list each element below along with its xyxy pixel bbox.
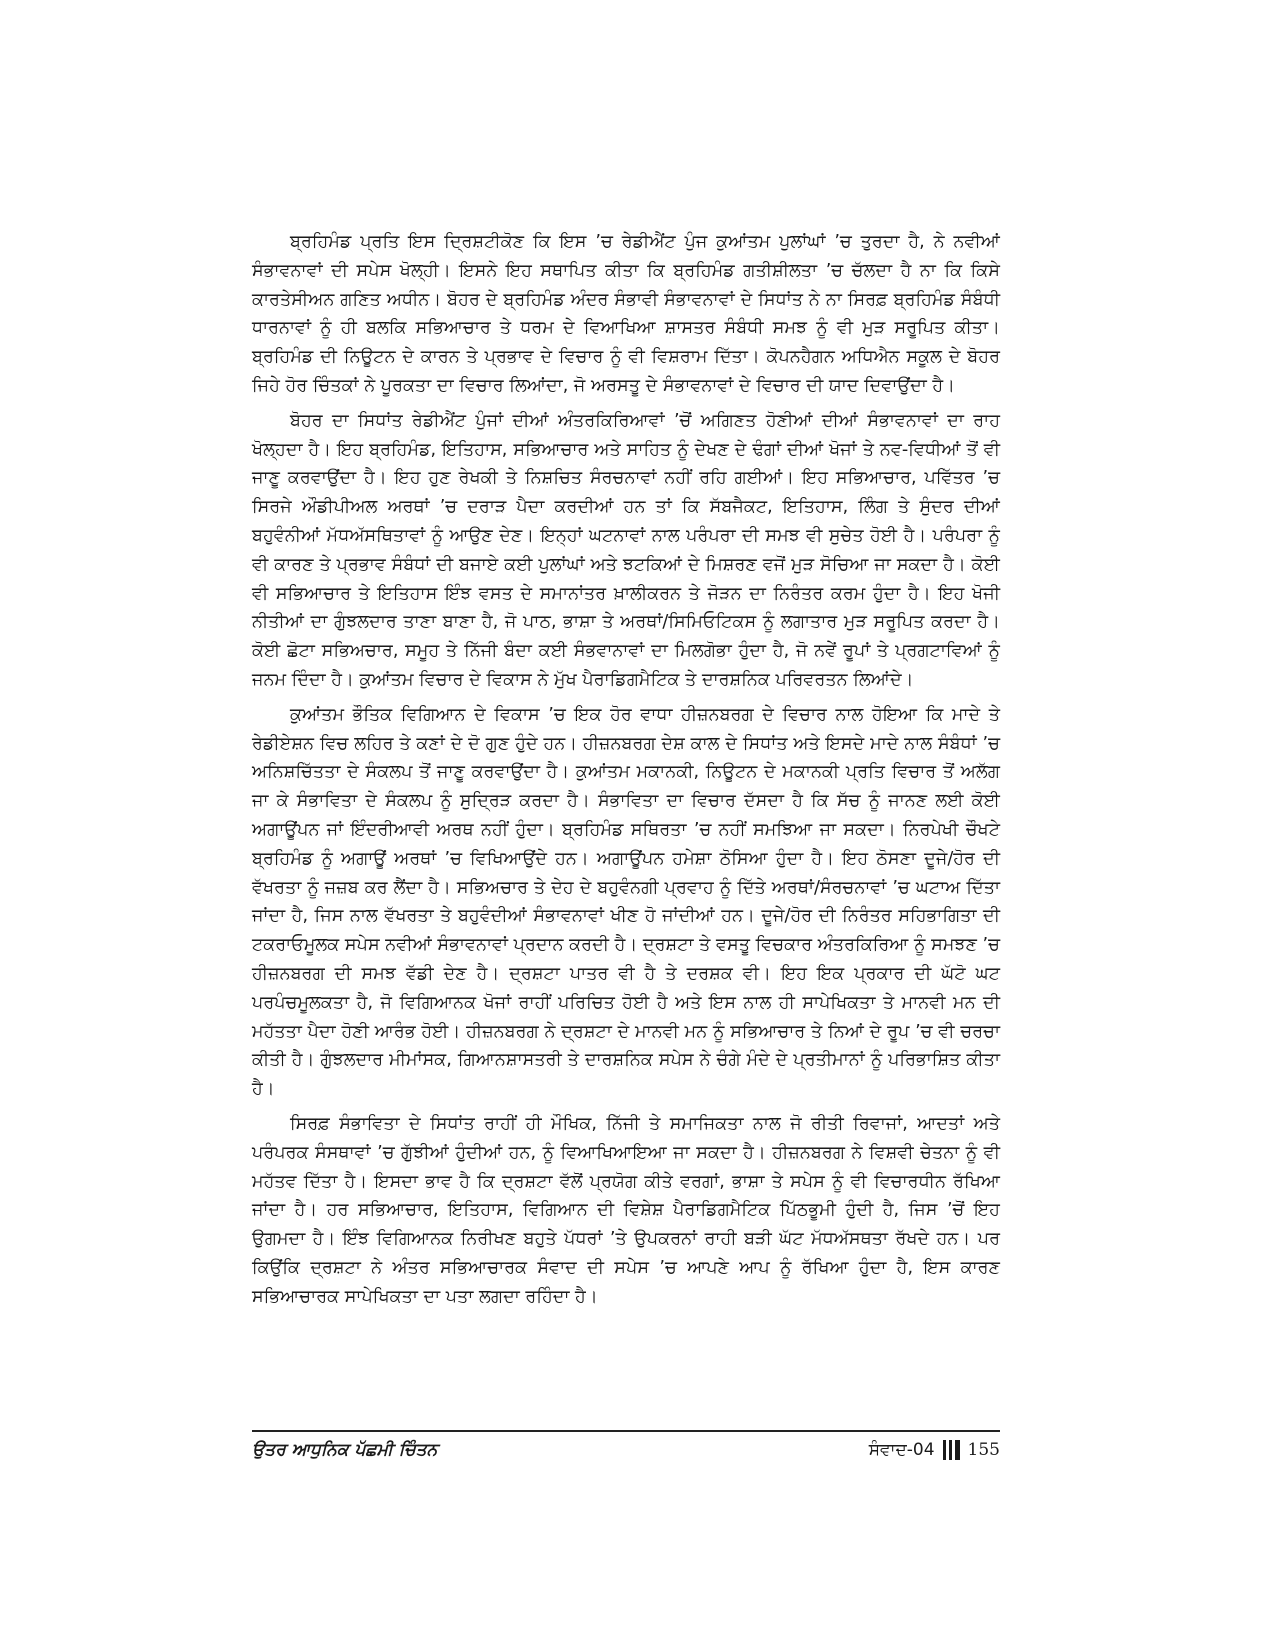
page-number: 155 <box>967 1440 1000 1460</box>
paragraph-4: ਸਿਰਫ਼ ਸੰਭਾਵਿਤਾ ਦੇ ਸਿਧਾਂਤ ਰਾਹੀਂ ਹੀ ਮੌਖਿਕ, ਨਿੱਜੀ ਤੇ ਸਮਾਜਿਕਤਾ ਨਾਲ ਜੋ ਰੀਤੀ ਰਿਵਾਜਾਂ, ਆਦਤਾਂ ਅਤੇ ਪਰੰਪਰਕ ਸੰਸਥਾਵਾਂ ’ਚ ਗੁੱਝੀਆਂ ਹੁੰਦੀਆਂ ਹਨ, ਨੂੰ ਵਿਆਖਿਆਇਆ ਜਾ ਸਕਦਾ ਹੈ। ਹੀਜ਼ਨਬਰਗ ਨੇ ਵਿਸ਼ਵੀ ਚੇਤਨਾ ਨੂੰ ਵੀ ਮਹੱਤਵ ਦਿੱਤਾ ਹੈ। ਇਸਦਾ ਭਾਵ ਹੈ ਕਿ ਦ੍ਰਸ਼ਟਾ ਵੱਲੋਂ ਪ੍ਰਯੋਗ ਕੀਤੇ ਵਰਗਾਂ, ਭਾਸ਼ਾ ਤੇ ਸਪੇਸ ਨੂੰ ਵੀ ਵਿਚਾਰਧੀਨ ਰੱਖਿਆ ਜਾਂਦਾ ਹੈ। ਹਰ ਸਭਿਆਚਾਰ, ਇਤਿਹਾਸ, ਵਿਗਿਆਨ ਦੀ ਵਿਸ਼ੇਸ਼ ਪੈਰਾਡਿਗਮੈਟਿਕ ਪਿੱਠਭੂਮੀ ਹੁੰਦੀ ਹੈ, ਜਿਸ ’ਚੋਂ ਇਹ ਉਗਮਦਾ ਹੈ। ਇੰਝ ਵਿਗਿਆਨਕ ਨਿਰੀਖਣ ਬਹੁਤੇ ਪੱਧਰਾਂ ’ਤੇ ਉਪਕਰਨਾਂ ਰਾਹੀ ਬੜੀ ਘੱਟ ਮੱਧਅੱਸਥਤਾ ਰੱਖਦੇ ਹਨ। ਪਰ ਕਿਉਂਕਿ ਦ੍ਰਸ਼ਟਾ ਨੇ ਅੰਤਰ ਸਭਿਆਚਾਰਕ ਸੰਵਾਦ ਦੀ ਸਪੇਸ ’ਚ ਆਪਣੇ ਆਪ ਨੂੰ ਰੱਖਿਆ ਹੁੰਦਾ ਹੈ, ਇਸ ਕਾਰਣ ਸਭਿਆਚਾਰਕ ਸਾਪੇਖਿਕਤਾ ਦਾ ਪਤਾ ਲਗਦਾ ਰਹਿੰਦਾ ਹੈ। <box>252 1113 1000 1307</box>
paragraph-1: ਬ੍ਰਹਿਮੰਡ ਪ੍ਰਤਿ ਇਸ ਦ੍ਰਿਸ਼ਟੀਕੋਣ ਕਿ ਇਸ ’ਚ ਰੇਡੀਐਂਟ ਪੁੰਜ ਕੁਆਂਤਮ ਪੁਲਾਂਘਾਂ ’ਚ ਤੁਰਦਾ ਹੈ, ਨੇ ਨਵੀਆਂ ਸੰਭਾਵਨਾਵਾਂ ਦੀ ਸਪੇਸ ਖੋਲ੍ਹੀ। ਇਸਨੇ ਇਹ ਸਥਾਪਿਤ ਕੀਤਾ ਕਿ ਬ੍ਰਹਿਮੰਡ ਗਤੀਸ਼ੀਲਤਾ ’ਚ ਚੱਲਦਾ ਹੈ ਨਾ ਕਿ ਕਿਸੇ ਕਾਰਤੇਸੀਅਨ ਗਣਿਤ ਅਧੀਨ। ਬੋਹਰ ਦੇ ਬ੍ਰਹਿਮੰਡ ਅੰਦਰ ਸੰਭਾਵੀ ਸੰਭਾਵਨਾਵਾਂ ਦੇ ਸਿਧਾਂਤ ਨੇ ਨਾ ਸਿਰਫ਼ ਬ੍ਰਹਿਮੰਡ ਸੰਬੰਧੀ ਧਾਰਨਾਵਾਂ ਨੂੰ ਹੀ ਬਲਕਿ ਸਭਿਆਚਾਰ ਤੇ ਧਰਮ ਦੇ ਵਿਆਖਿਆ ਸ਼ਾਸਤਰ ਸੰਬੰਧੀ ਸਮਝ ਨੂੰ ਵੀ ਮੁੜ ਸਰੂਪਿਤ ਕੀਤਾ। ਬ੍ਰਹਿਮੰਡ ਦੀ ਨਿਊਟਨ ਦੇ ਕਾਰਨ ਤੇ ਪ੍ਰਭਾਵ ਦੇ ਵਿਚਾਰ ਨੂੰ ਵੀ ਵਿਸ਼ਰਾਮ ਦਿੱਤਾ। ਕੋਪਨਹੈਗਨ ਅਧਿਐਨ ਸਕੂਲ ਦੇ ਬੋਹਰ ਜਿਹੇ ਹੋਰ ਚਿੰਤਕਾਂ ਨੇ ਪੂਰਕਤਾ ਦਾ ਵਿਚਾਰ ਲਿਆਂਦਾ, ਜੋ ਅਰਸਤੂ ਦੇ ਸੰਭਾਵਨਾਵਾਂ ਦੇ ਵਿਚਾਰ ਦੀ ਯਾਦ ਦਿਵਾਉਂਦਾ ਹੈ। <box>252 232 1000 396</box>
running-title: ਉਤਰ ਆਧੁਨਿਕ ਪੱਛਮੀ ਚਿੰਤਨ <box>252 1440 438 1460</box>
paragraph-3: ਕੁਆਂਤਮ ਭੌਤਿਕ ਵਿਗਿਆਨ ਦੇ ਵਿਕਾਸ ’ਚ ਇਕ ਹੋਰ ਵਾਧਾ ਹੀਜ਼ਨਬਰਗ ਦੇ ਵਿਚਾਰ ਨਾਲ ਹੋਇਆ ਕਿ ਮਾਦੇ ਤੇ ਰੇਡੀਏਸ਼ਨ ਵਿਚ ਲਹਿਰ ਤੇ ਕਣਾਂ ਦੇ ਦੋ ਗੁਣ ਹੁੰਦੇ ਹਨ। ਹੀਜ਼ਨਬਰਗ ਦੇਸ਼ ਕਾਲ ਦੇ ਸਿਧਾਂਤ ਅਤੇ ਇਸਦੇ ਮਾਦੇ ਨਾਲ ਸੰਬੰਧਾਂ ’ਚ ਅਨਿਸ਼ਚਿੱਤਤਾ ਦੇ ਸੰਕਲਪ ਤੋਂ ਜਾਣੂ ਕਰਵਾਉਂਦਾ ਹੈ। ਕੁਆਂਤਮ ਮਕਾਨਕੀ, ਨਿਊਟਨ ਦੇ ਮਕਾਨਕੀ ਪ੍ਰਤਿ ਵਿਚਾਰ ਤੋਂ ਅਲੱਗ ਜਾ ਕੇ ਸੰਭਾਵਿਤਾ ਦੇ ਸੰਕਲਪ ਨੂੰ ਸੁਦ੍ਰਿੜ ਕਰਦਾ ਹੈ। ਸੰਭਾਵਿਤਾ ਦਾ ਵਿਚਾਰ ਦੱਸਦਾ ਹੈ ਕਿ ਸੱਚ ਨੂੰ ਜਾਨਣ ਲਈ ਕੋਈ ਅਗਾਊਂਪਨ ਜਾਂ ਇੰਦਰੀਆਵੀ ਅਰਥ ਨਹੀਂ ਹੁੰਦਾ। ਬ੍ਰਹਿਮੰਡ ਸਥਿਰਤਾ ’ਚ ਨਹੀਂ ਸਮਝਿਆ ਜਾ ਸਕਦਾ। ਨਿਰਪੇਖੀ ਚੌਖਟੇ ਬ੍ਰਹਿਮੰਡ ਨੂੰ ਅਗਾਊਂ ਅਰਥਾਂ ’ਚ ਵਿਖਿਆਉਂਦੇ ਹਨ। ਅਗਾਊਂਪਨ ਹਮੇਸ਼ਾ ਠੋਸਿਆ ਹੁੰਦਾ ਹੈ। ਇਹ ਠੋਸਣਾ ਦੂਜੇ/ਹੋਰ ਦੀ ਵੱਖਰਤਾ ਨੂੰ ਜਜ਼ਬ ਕਰ ਲੈਂਦਾ ਹੈ। ਸਭਿਅਚਾਰ ਤੇ ਦੇਹ ਦੇ ਬਹੁਵੰਨਗੀ ਪ੍ਰਵਾਹ ਨੂੰ ਦਿੱਤੇ ਅਰਥਾਂ/ਸੰਰਚਨਾਵਾਂ ’ਚ ਘਟਾਅ ਦਿੱਤਾ ਜਾਂਦਾ ਹੈ, ਜਿਸ ਨਾਲ ਵੱਖਰਤਾ ਤੇ ਬਹੁਵੰਦੀਆਂ ਸੰਭਾਵਨਾਵਾਂ ਖੀਣ ਹੋ ਜਾਂਦੀਆਂ ਹਨ। ਦੂਜੇ/ਹੋਰ ਦੀ ਨਿਰੰਤਰ ਸਹਿਭਾਗਿਤਾ ਦੀ ਟਕਰਾਓਮੂਲਕ ਸਪੇਸ ਨਵੀਆਂ ਸੰਭਾਵਨਾਵਾਂ ਪ੍ਰਦਾਨ ਕਰਦੀ ਹੈ। ਦ੍ਰਸ਼ਟਾ ਤੇ ਵਸਤੂ ਵਿਚਕਾਰ ਅੰਤਰਕਿਰਿਆ ਨੂੰ ਸਮਝਣ ’ਚ ਹੀਜ਼ਨਬਰਗ ਦੀ ਸਮਝ ਵੱਡੀ ਦੇਣ ਹੈ। ਦ੍ਰਸ਼ਟਾ ਪਾਤਰ ਵੀ ਹੈ ਤੇ ਦਰਸ਼ਕ ਵੀ। ਇਹ ਇਕ ਪ੍ਰਕਾਰ ਦੀ ਘੱਟੋ ਘਟ ਪਰਪੰਚਮੂਲਕਤਾ ਹੈ, ਜੋ ਵਿਗਿਆਨਕ ਖੋਜਾਂ ਰਾਹੀਂ ਪਰਿਚਿਤ ਹੋਈ ਹੈ ਅਤੇ ਇਸ ਨਾਲ ਹੀ ਸਾਪੇਖਿਕਤਾ ਤੇ ਮਾਨਵੀ ਮਨ ਦੀ ਮਹੱਤਤਾ ਪੈਦਾ ਹੋਣੀ ਆਰੰਭ ਹੋਈ। ਹੀਜ਼ਨਬਰਗ ਨੇ ਦ੍ਰਸ਼ਟਾ ਦੇ ਮਾਨਵੀ ਮਨ ਨੂੰ ਸਭਿਆਚਾਰ ਤੇ ਨਿਆਂ ਦੇ ਰੂਪ ’ਚ ਵੀ ਚਰਚਾ ਕੀਤੀ ਹੈ। ਗੁੰਝਲਦਾਰ ਮੀਮਾਂਸਕ, ਗਿਆਨਸ਼ਾਸਤਰੀ ਤੇ ਦਾਰਸ਼ਨਿਕ ਸਪੇਸ ਨੇ ਚੰਗੇ ਮੰਦੇ ਦੇ ਪ੍ਰਤੀਮਾਨਾਂ ਨੂੰ ਪਰਿਭਾਸ਼ਿਤ ਕੀਤਾ ਹੈ। <box>252 704 1000 1100</box>
bars-ornament-icon <box>943 1440 960 1460</box>
journal-name: ਸੰਵਾਦ-04 <box>868 1440 935 1460</box>
page-footer <box>252 1436 1000 1470</box>
paragraph-2: ਬੋਹਰ ਦਾ ਸਿਧਾਂਤ ਰੇਡੀਐਂਟ ਪੁੰਜਾਂ ਦੀਆਂ ਅੰਤਰਕਿਰਿਆਵਾਂ ’ਚੋਂ ਅਗਿਣਤ ਹੋਣੀਆਂ ਦੀਆਂ ਸੰਭਾਵਨਾਵਾਂ ਦਾ ਰਾਹ ਖੋਲ੍ਹਦਾ ਹੈ। ਇਹ ਬ੍ਰਹਿਮੰਡ, ਇਤਿਹਾਸ, ਸਭਿਆਚਾਰ ਅਤੇ ਸਾਹਿਤ ਨੂੰ ਦੇਖਣ ਦੇ ਢੰਗਾਂ ਦੀਆਂ ਖੋਜਾਂ ਤੇ ਨਵ-ਵਿਧੀਆਂ ਤੋਂ ਵੀ ਜਾਣੂ ਕਰਵਾਉਂਦਾ ਹੈ। ਇਹ ਹੁਣ ਰੇਖਕੀ ਤੇ ਨਿਸ਼ਚਿਤ ਸੰਰਚਨਾਵਾਂ ਨਹੀਂ ਰਹਿ ਗਈਆਂ। ਇਹ ਸਭਿਆਚਾਰ, ਪਵਿੱਤਰ ’ਚ ਸਿਰਜੇ ਔਡੀਪੀਅਲ ਅਰਥਾਂ ’ਚ ਦਰਾੜ ਪੈਦਾ ਕਰਦੀਆਂ ਹਨ ਤਾਂ ਕਿ ਸੱਬਜੈਕਟ, ਇਤਿਹਾਸ, ਲਿੰਗ ਤੇ ਸੁੰਦਰ ਦੀਆਂ ਬਹੁਵੰਨੀਆਂ ਮੱਧਅੱਸਥਿਤਾਵਾਂ ਨੂੰ ਆਉਣ ਦੇਣ। ਇਨ੍ਹਾਂ ਘਟਨਾਵਾਂ ਨਾਲ ਪਰੰਪਰਾ ਦੀ ਸਮਝ ਵੀ ਸੁਚੇਤ ਹੋਈ ਹੈ। ਪਰੰਪਰਾ ਨੂੰ ਵੀ ਕਾਰਣ ਤੇ ਪ੍ਰਭਾਵ ਸੰਬੰਧਾਂ ਦੀ ਬਜਾਏ ਕਈ ਪੁਲਾਂਘਾਂ ਅਤੇ ਝਟਕਿਆਂ ਦੇ ਮਿਸ਼ਰਣ ਵਜੋਂ ਮੁੜ ਸੋਚਿਆ ਜਾ ਸਕਦਾ ਹੈ। ਕੋਈ ਵੀ ਸਭਿਆਚਾਰ ਤੇ ਇਤਿਹਾਸ ਇੰਝ ਵਸਤ ਦੇ ਸਮਾਨਾਂਤਰ ਖ਼ਾਲੀਕਰਨ ਤੇ ਜੋੜਨ ਦਾ ਨਿਰੰਤਰ ਕਰਮ ਹੁੰਦਾ ਹੈ। ਇਹ ਖੋਜੀ ਨੀਤੀਆਂ ਦਾ ਗੁੰਝਲਦਾਰ ਤਾਣਾ ਬਾਣਾ ਹੈ, ਜੋ ਪਾਠ, ਭਾਸ਼ਾ ਤੇ ਅਰਥਾਂ/ਸਿਮਿਓਟਿਕਸ ਨੂੰ ਲਗਾਤਾਰ ਮੁੜ ਸਰੂਪਿਤ ਕਰਦਾ ਹੈ। ਕੋਈ ਛੋਟਾ ਸਭਿਅਚਾਰ, ਸਮੂਹ ਤੇ ਨਿੱਜੀ ਬੰਦਾ ਕਈ ਸੰਭਵਾਨਾਵਾਂ ਦਾ ਮਿਲਗੋਭਾ ਹੁੰਦਾ ਹੈ, ਜੋ ਨਵੇਂ ਰੂਪਾਂ ਤੇ ਪ੍ਰਗਟਾਵਿਆਂ ਨੂੰ ਜਨਮ ਦਿੰਦਾ ਹੈ। ਕੁਆਂਤਮ ਵਿਚਾਰ ਦੇ ਵਿਕਾਸ ਨੇ ਮੁੱਖ ਪੈਰਾਡਿਗਮੈਟਿਕ ਤੇ ਦਾਰਸ਼ਨਿਕ ਪਰਿਵਰਤਨ ਲਿਆਂਦੇ। <box>252 410 1000 690</box>
page-body <box>252 228 1000 1317</box>
footer-divider <box>252 1430 1000 1432</box>
footer-right <box>869 1440 1000 1460</box>
